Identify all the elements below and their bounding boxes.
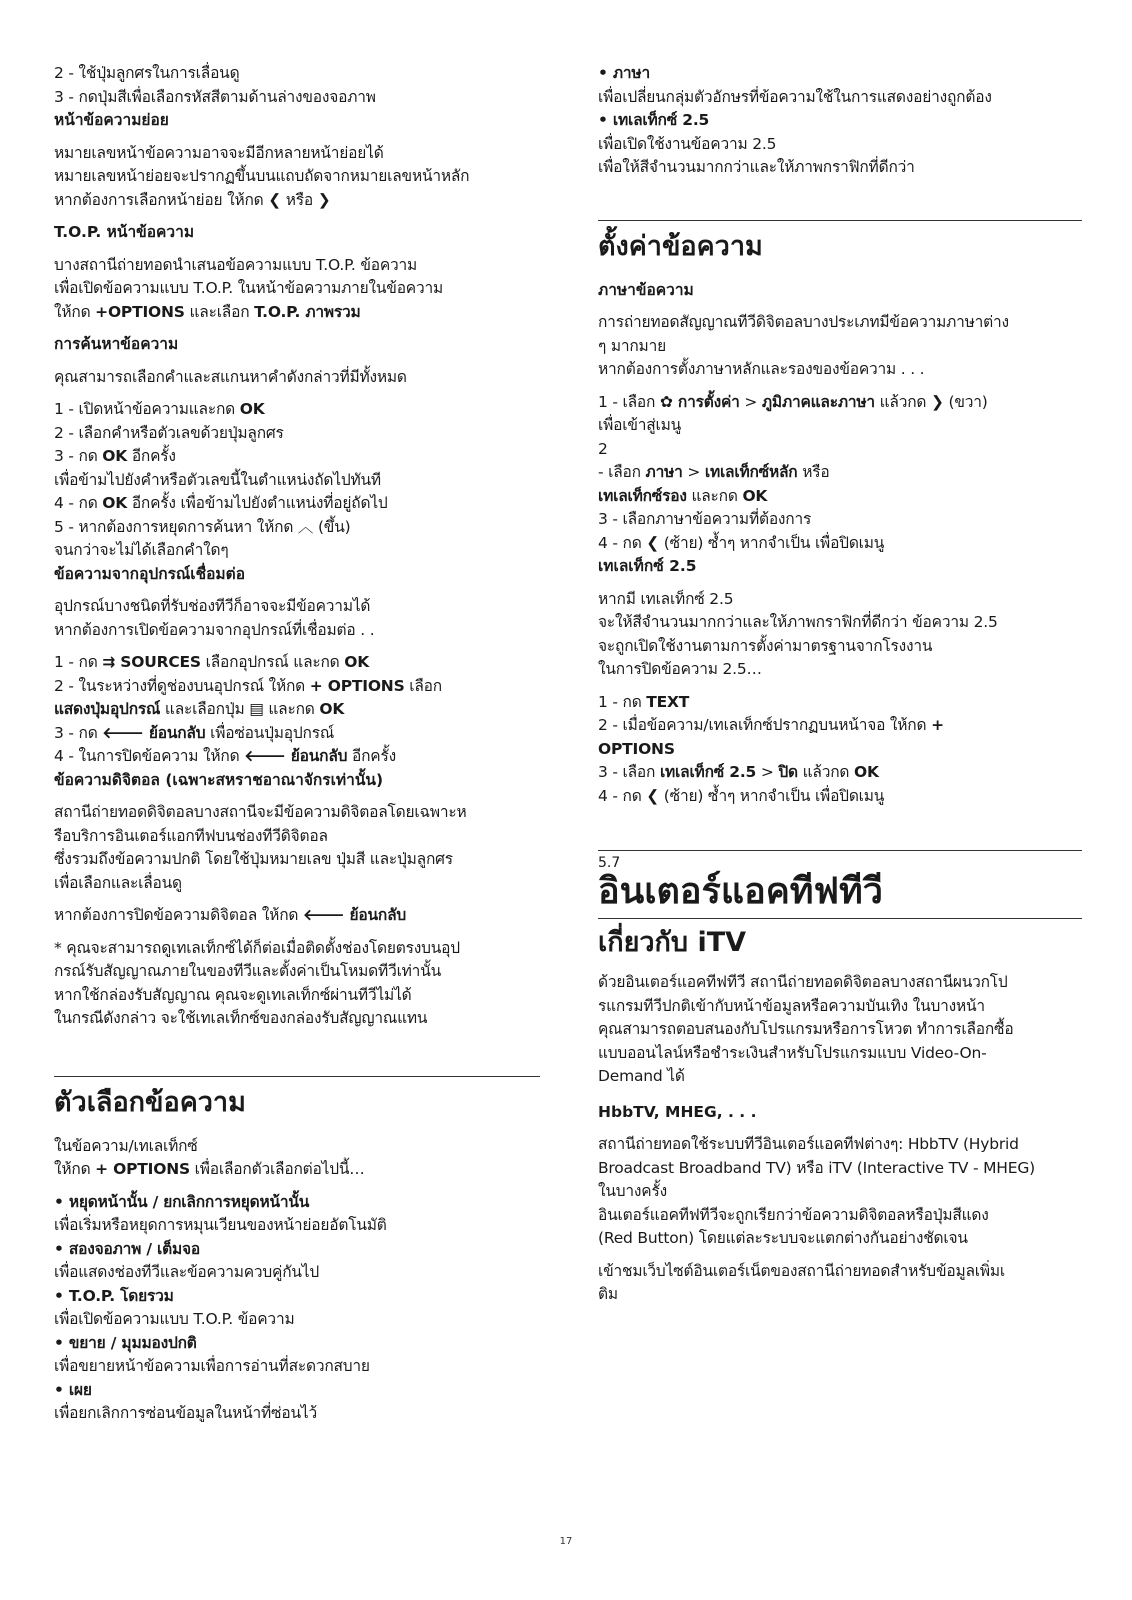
tt25-step: 4 - กด ❮ (ซ้าย) ซ้ำๆ หากจำเป็น เพื่อปิดเมนู [598, 786, 885, 805]
ok-key: OK [854, 763, 879, 781]
tt25-line: จะให้สีจำนวนมากกว่าและให้ภาพกราฟิกที่ดีกว่า ข้อความ 2.5 [598, 613, 998, 631]
right-column [598, 62, 1082, 1307]
tt25-step [598, 714, 1082, 738]
subpage-line: หมายเลขหน้าข้อความอาจจะมีอีกหลายหน้าย่อยได้ [54, 143, 384, 162]
tt25-line: ในการปิดข้อความ 2.5… [598, 660, 762, 678]
text: 2 - เมื่อข้อความ/เทเลเท็กซ์ปรากฏบนหน้าจอ ให้กด [598, 716, 932, 734]
web-line: ติม [598, 1285, 618, 1303]
back-key: 🡐 ย้อนกลับ [302, 906, 407, 924]
show-device-keys-label: แสดงปุ่มอุปกรณ์ [54, 700, 161, 718]
device-step [54, 745, 540, 769]
lang-step: เพื่อเข้าสู่เมนู [598, 416, 681, 434]
hbb-line: Broadcast Broadband TV) หรือ iTV (Interactive TV - MHEG) [598, 1158, 1035, 1177]
top-line: เพื่อเปิดข้อความแบบ T.O.P. ในหน้าข้อความภายในข้อความ [54, 279, 444, 297]
chapter-number: 5.7 [598, 855, 621, 871]
digital-line: เพื่อเลือกและเลื่อนดู [54, 873, 182, 892]
search-heading: การค้นหาข้อความ [54, 335, 179, 353]
intro-line: 2 - ใช้ปุ่มลูกศรในการเลื่อนดู [54, 64, 240, 82]
text-key: TEXT [646, 692, 690, 711]
device-step [54, 651, 540, 675]
itv-line: คุณสามารถตอบสนองกับโปรแกรมหรือการโหวต ทำการเลือกซื้อ [598, 1020, 1014, 1038]
text: เพื่อเลือกตัวเลือกต่อไปนี้… [189, 1160, 365, 1178]
device-step [54, 698, 540, 722]
text: 1 - เลือก [598, 392, 660, 411]
device-heading: ข้อความจากอุปกรณ์เชื่อมต่อ [54, 564, 246, 583]
text: 4 - ในการปิดข้อความ ให้กด [54, 747, 245, 765]
ok-key: OK [102, 494, 128, 512]
text: แล้วกด [797, 763, 854, 781]
subpage-line: หมายเลขหน้าย่อยจะปรากฏขึ้นบนแถบถัดจากหมายเลขหน้าหลัก [54, 167, 470, 185]
text: 2 - ในระหว่างที่ดูช่องบนอุปกรณ์ ให้กด [54, 676, 310, 695]
setup-title: ตั้งค่าข้อความ [598, 230, 763, 262]
itv-line: รแกรมทีวีปกติเข้ากับหน้าข้อมูลหรือความบันเทิง ในบางหน้า [598, 996, 985, 1015]
search-step [54, 492, 540, 516]
itv-line: ด้วยอินเตอร์แอคทีฟทีวี สถานีถ่ายทอดดิจิตอลบางสถานีผนวกโป [598, 973, 1008, 991]
option-desc: เพื่อขยายหน้าข้อความเพื่อการอ่านที่สะดวกสบาย [54, 1357, 370, 1375]
text: และกด [686, 486, 743, 505]
lang-line: การถ่ายทอดสัญญาณทีวีดิจิตอลบางประเภทมีข้อความภาษาต่าง [598, 313, 1009, 331]
text: อีกครั้ง [127, 447, 176, 465]
search-step [54, 445, 540, 469]
tt25-step [598, 761, 1082, 785]
sources-key: SOURCES [115, 653, 201, 671]
lang-heading: ภาษาข้อความ [598, 280, 694, 299]
option-desc: เพื่อเปิดข้อความแบบ T.O.P. ข้อความ [54, 1310, 295, 1328]
option-label: • เผย [54, 1380, 92, 1399]
text: เลือกอุปกรณ์ และกด [200, 653, 345, 671]
device-line: หากต้องการเปิดข้อความจากอุปกรณ์ที่เชื่อมต่อ . . [54, 620, 375, 639]
settings-label: การตั้งค่า [672, 392, 740, 411]
text: และเลือกปุ่ม [160, 700, 250, 718]
hbb-line: ในบางครั้ง [598, 1182, 667, 1200]
digital-close [54, 904, 540, 928]
lang-line: หากต้องการตั้งภาษาหลักและรองของข้อความ . . . [598, 360, 925, 378]
options-key: +OPTIONS [95, 302, 185, 321]
options-key: OPTIONS [598, 739, 675, 758]
text: เพื่อซ่อนปุ่มอุปกรณ์ [205, 723, 335, 742]
top-line [54, 301, 540, 325]
hbb-heading: HbbTV, MHEG, . . . [598, 1102, 757, 1121]
ok-key: OK [742, 486, 768, 505]
device-line: อุปกรณ์บางชนิดที่รับช่องทีวีก็อาจจะมีข้อความได้ [54, 597, 371, 615]
secondary-teletext-label: เทเลเท็กซ์รอง [598, 486, 687, 505]
text: และเลือก [184, 302, 255, 321]
keypad-icon: ▤ [249, 700, 264, 718]
primary-teletext-label: เทเลเท็กซ์หลัก [704, 463, 798, 481]
tt25-line: หากมี เทเลเท็กซ์ 2.5 [598, 589, 734, 608]
top-line: บางสถานีถ่ายทอดนำเสนอข้อความแบบ T.O.P. ข้อความ [54, 255, 418, 274]
option-desc: เพื่อให้สีจำนวนมากกว่าและให้ภาพกราฟิกที่ดีกว่า [598, 158, 915, 176]
text: 3 - เลือก [598, 763, 660, 781]
digital-heading: ข้อความดิจิตอล (เฉพาะสหราชอาณาจักรเท่านั้น) [54, 770, 384, 789]
option-desc: เพื่อเปิดใช้งานข้อความ 2.5 [598, 134, 777, 153]
text: 3 - กด [54, 447, 103, 465]
text: และกด [263, 700, 320, 718]
text: 4 - กด [54, 494, 103, 512]
device-step [54, 675, 540, 699]
lang-step: 4 - กด ❮ (ซ้าย) ซ้ำๆ หากจำเป็น เพื่อปิดเมนู [598, 533, 885, 552]
hbb-line: (Red Button) โดยแต่ละระบบจะแตกต่างกันอย่างชัดเจน [598, 1229, 968, 1247]
option-desc: เพื่อยกเลิกการซ่อนข้อมูลในหน้าที่ซ่อนไว้ [54, 1404, 317, 1422]
lang-step [598, 461, 1082, 485]
teletext-25-label: เทเลเท็กซ์ 2.5 [659, 763, 757, 781]
hbb-line: อินเตอร์แอคทีฟทีวีจะถูกเรียกว่าข้อความดิจิตอลหรือปุ่มสีแดง [598, 1205, 989, 1224]
ok-key: OK [319, 700, 345, 718]
option-label: • T.O.P. โดยรวม [54, 1286, 174, 1305]
lang-step: 2 [598, 439, 608, 458]
tt25-heading: เทเลเท็กซ์ 2.5 [598, 557, 697, 575]
subpage-line: หากต้องการเลือกหน้าย่อย ให้กด ❮ หรือ ❯ [54, 190, 331, 209]
itv-line: Demand ได้ [598, 1067, 685, 1085]
option-desc: เพื่อเริ่มหรือหยุดการหมุนเวียนของหน้าย่อยอัตโนมัติ [54, 1216, 387, 1234]
gear-icon: ✿ [659, 392, 673, 411]
option-label: • ขยาย / มุมมองปกติ [54, 1333, 197, 1352]
back-key: 🡐 ย้อนกลับ [244, 747, 348, 765]
page-number: 17 [559, 1536, 573, 1547]
option-label: • หยุดหน้านั้น / ยกเลิกการหยุดหน้านั้น [54, 1192, 310, 1211]
digital-line: ซึ่งรวมถึงข้อความปกติ โดยใช้ปุ่มหมายเลข ปุ่มสี และปุ่มลูกศร [54, 850, 453, 868]
text: - เลือก [598, 463, 646, 481]
option-label: • ภาษา [598, 64, 650, 82]
text: 1 - กด [54, 653, 103, 671]
search-step: เพื่อข้ามไปยังคำหรือตัวเลขนี้ในตำแหน่งถัดไปทันที [54, 470, 381, 489]
search-intro: คุณสามารถเลือกคำและสแกนหาคำดังกล่าวที่มีทั้งหมด [54, 367, 407, 386]
options-intro: ในข้อความ/เทเลเท็กซ์ [54, 1136, 198, 1155]
chapter-title: อินเตอร์แอคทีฟทีวี [598, 871, 883, 912]
tt25-step [598, 691, 1082, 715]
text: 1 - กด [598, 692, 647, 711]
text: อีกครั้ง เพื่อข้ามไปยังตำแหน่งที่อยู่ถัดไป [127, 494, 388, 512]
option-label: • เทเลเท็กซ์ 2.5 [598, 111, 710, 129]
plus-key: + [931, 716, 944, 734]
device-step [54, 722, 540, 746]
lang-step [598, 485, 1082, 509]
sources-icon: ⇉ [102, 653, 116, 671]
text: ให้กด [54, 302, 96, 321]
itv-title: เกี่ยวกับ iTV [598, 927, 747, 958]
web-line: เข้าชมเว็บไซต์อินเตอร์เน็ตของสถานีถ่ายทอดสำหรับข้อมูลเพิ่มเ [598, 1261, 1005, 1280]
digital-line: รือบริการอินเตอร์แอกทีฟบนช่องทีวีดิจิตอล [54, 826, 328, 845]
text: 3 - กด [54, 723, 103, 742]
top-overview-label: T.O.P. ภาพรวม [254, 302, 361, 321]
region-language-label: ภูมิภาคและภาษา [761, 392, 875, 411]
text: หรือ [797, 463, 830, 481]
note-line: กรณ์รับสัญญาณภายในของทีวีและตั้งค่าเป็นโหมดทีวีเท่านั้น [54, 962, 441, 980]
option-label: • สองจอภาพ / เต็มจอ [54, 1239, 200, 1258]
option-desc: เพื่อเปลี่ยนกลุ่มตัวอักษรที่ข้อความใช้ในการแสดงอย่างถูกต้อง [598, 87, 992, 106]
search-step: 5 - หากต้องการหยุดการค้นหา ให้กด ︿ (ขึ้น) [54, 517, 351, 536]
options-key: + OPTIONS [309, 676, 405, 695]
note-line: * คุณจะสามารถดูเทเลเท็กซ์ได้ก็ต่อเมื่อติดตั้งช่องโดยตรงบนอุป [54, 938, 460, 957]
itv-line: แบบออนไลน์หรือชำระเงินสำหรับโปรแกรมแบบ Video-On- [598, 1043, 987, 1062]
top-heading: T.O.P. หน้าข้อความ [54, 223, 195, 241]
subpage-heading: หน้าข้อความย่อย [54, 111, 169, 129]
ok-key: OK [239, 400, 265, 418]
text: ให้กด [54, 1160, 96, 1178]
text: 1 - เปิดหน้าข้อความและกด [54, 400, 240, 418]
search-step: จนกว่าจะไม่ได้เลือกคำใดๆ [54, 541, 229, 559]
language-label: ภาษา [645, 463, 683, 481]
ok-key: OK [344, 653, 370, 671]
tt25-line: จะถูกเปิดใช้งานตามการตั้งค่ามาตรฐานจากโรงงาน [598, 636, 933, 655]
options-key: + OPTIONS [95, 1160, 190, 1178]
intro-line: 3 - กดปุ่มสีเพื่อเลือกรหัสสีตามด้านล่างของจอภาพ [54, 87, 376, 106]
text: > [739, 392, 762, 411]
text: แล้วกด ❯ (ขวา) [874, 392, 988, 411]
text: > [682, 463, 705, 481]
text: อีกครั้ง [347, 747, 396, 765]
note-line: ในกรณีดังกล่าว จะใช้เทเลเท็กซ์ของกล่องรับสัญญาณแทน [54, 1009, 428, 1027]
lang-line: ๆ มากมาย [598, 336, 666, 355]
digital-line: สถานีถ่ายทอดดิจิตอลบางสถานีจะมีข้อความดิจิตอลโดยเฉพาะห [54, 803, 467, 821]
options-intro [54, 1158, 540, 1182]
ok-key: OK [102, 447, 128, 465]
option-desc: เพื่อแสดงช่องทีวีและข้อความควบคู่กันไป [54, 1263, 320, 1281]
text: > [756, 763, 779, 781]
lang-step: 3 - เลือกภาษาข้อความที่ต้องการ [598, 510, 812, 528]
off-label: ปิด [778, 763, 798, 781]
back-key: 🡐 ย้อนกลับ [102, 723, 206, 742]
lang-step [598, 391, 1082, 415]
text: หากต้องการปิดข้อความดิจิตอล ให้กด [54, 906, 303, 924]
options-title: ตัวเลือกข้อความ [54, 1086, 246, 1118]
text: เลือก [404, 676, 442, 695]
left-column [54, 62, 540, 1426]
search-step [54, 398, 540, 422]
search-step: 2 - เลือกคำหรือตัวเลขด้วยปุ่มลูกศร [54, 423, 284, 442]
note-line: หากใช้กล่องรับสัญญาณ คุณจะดูเทเลเท็กซ์ผ่านทีวีไม่ได้ [54, 985, 412, 1004]
hbb-line: สถานีถ่ายทอดใช้ระบบทีวีอินเตอร์แอคทีฟต่างๆ: HbbTV (Hybrid [598, 1135, 1019, 1153]
